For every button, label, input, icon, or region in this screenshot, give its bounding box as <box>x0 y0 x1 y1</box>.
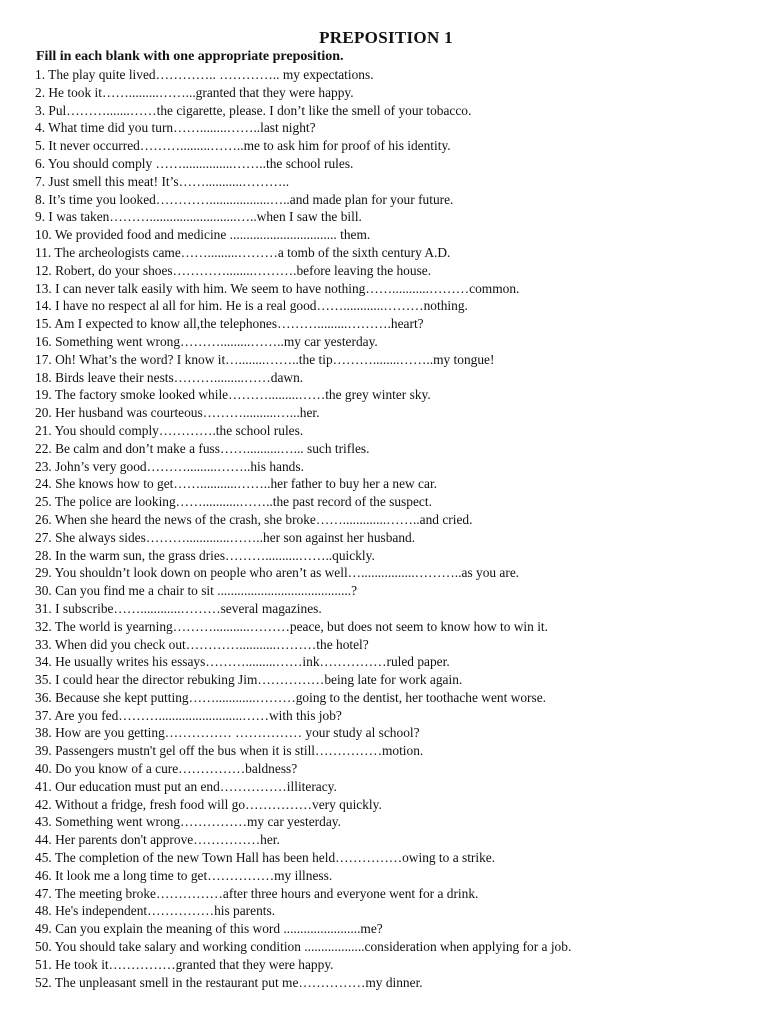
exercise-item: 33. When did you check out…………...........………the hotel? <box>35 636 369 652</box>
instruction-text: Fill in each blank with one appropriate preposition. <box>36 49 344 64</box>
exercise-item: 31. I subscribe……............………several magazines. <box>35 600 322 616</box>
exercise-item: 10. We provided food and medicine ................................ them. <box>35 227 371 243</box>
exercise-item: 35. I could hear the director rebuking Jim……………being late for work again. <box>35 672 463 688</box>
exercise-item: 9. I was taken………..........................…..when I saw the bill. <box>35 209 362 225</box>
exercise-item: 45. The completion of the new Town Hall has been held……………owing to a strike. <box>35 850 496 866</box>
exercise-item: 49. Can you explain the meaning of this word .......................me? <box>35 921 383 937</box>
exercise-item: 52. The unpleasant smell in the restaurant put me……………my dinner. <box>35 974 423 990</box>
exercise-item: 32. The world is yearning………...........………peace, but does not seem to know how to win it. <box>35 618 548 634</box>
exercise-item: 22. Be calm and don’t make a fuss……..........…... such trifles. <box>35 440 370 456</box>
exercise-item: 15. Am I expected to know all,the telephones……….........……….heart? <box>35 316 424 332</box>
exercise-item: 25. The police are looking……...........……..the past record of the suspect. <box>35 494 432 510</box>
exercise-item: 3. Pul……….......……the cigarette, please. I don’t like the smell of your tobacco. <box>35 102 472 118</box>
exercise-item: 40. Do you know of a cure……………baldness? <box>35 761 298 777</box>
exercise-item: 42. Without a fridge, fresh food will go……………very quickly. <box>35 796 382 812</box>
exercise-item: 44. Her parents don't approve……………her. <box>35 832 280 848</box>
exercise-item: 39. Passengers mustn't gel off the bus when it is still……………motion. <box>35 743 424 759</box>
exercise-item: 20. Her husband was courteous………..........…...her. <box>35 405 320 421</box>
exercise-item: 37. Are you fed……….........................……with this job? <box>35 707 342 723</box>
exercise-item: 23. John’s very good……….........……..his hands. <box>35 458 304 474</box>
exercise-item: 5. It never occurred……….........……..me to ask him for proof of his identity. <box>35 138 451 154</box>
exercise-item: 41. Our education must put an end……………illiteracy. <box>35 778 337 794</box>
exercise-item: 18. Birds leave their nests……….........……dawn. <box>35 369 304 385</box>
exercise-item: 19. The factory smoke looked while……….........……the grey winter sky. <box>35 387 431 403</box>
exercise-item: 11. The archeologists came…….........………a tomb of the sixth century A.D. <box>35 244 451 260</box>
exercise-item: 38. How are you getting…………… …………… your study al school? <box>35 725 420 741</box>
exercise-item: 7. Just smell this meat! It’s……...........……….. <box>35 173 290 189</box>
exercise-item: 51. He took it……………granted that they were happy. <box>35 956 334 972</box>
exercise-item: 47. The meeting broke……………after three hours and everyone went for a drink. <box>35 885 479 901</box>
exercise-item: 50. You should take salary and working condition ..................consideration when applying for a job. <box>35 939 572 955</box>
exercise-item: 2. He took it…….........……...granted that they were happy. <box>35 84 354 100</box>
page-title: PREPOSITION 1 <box>319 28 453 47</box>
exercise-item: 8. It’s time you looked…………..................…..and made plan for your future. <box>35 191 454 207</box>
exercise-item: 16. Something went wrong……….........……..my car yesterday. <box>35 333 378 349</box>
exercise-item: 29. You shouldn’t look down on people who aren’t as well…................………..as you are. <box>35 565 520 581</box>
exercise-item: 4. What time did you turn……........……..last night? <box>35 120 316 136</box>
exercise-item: 27. She always sides……….............……..her son against her husband. <box>35 529 416 545</box>
exercise-item: 36. Because she kept putting……............………going to the dentist, her toothache went worse. <box>35 689 546 705</box>
exercise-item: 13. I can never talk easily with him. We seem to have nothing……...........………common. <box>35 280 520 296</box>
exercise-item: 30. Can you find me a chair to sit ........................................? <box>35 583 358 599</box>
exercise-item: 17. Oh! What’s the word? I know it…........……..the tip………........……..my tongue! <box>35 351 495 367</box>
exercise-item: 1. The play quite lived………….. ………….. my expectations. <box>35 67 374 82</box>
exercise-item: 12. Robert, do your shoes…………........……….before leaving the house. <box>35 262 432 278</box>
exercise-item: 34. He usually writes his essays……….........……ink……………ruled paper. <box>35 654 450 670</box>
exercise-item: 46. It look me a long time to get……………my illness. <box>35 867 333 883</box>
exercise-item: 28. In the warm sun, the grass dries………..........……..quickly. <box>35 547 375 563</box>
exercise-item: 24. She knows how to get……...........……..her father to buy her a new car. <box>35 476 438 492</box>
exercise-item: 14. I have no respect al all for him. He is a real good……............………nothing. <box>35 298 468 314</box>
exercise-item: 48. He's independent……………his parents. <box>35 903 276 919</box>
exercise-item: 26. When she heard the news of the crash, she broke…….............……..and cried. <box>35 511 473 527</box>
exercise-item: 6. You should comply ……...............……..the school rules. <box>35 155 354 171</box>
exercise-list <box>35 66 768 991</box>
exercise-item: 43. Something went wrong……………my car yesterday. <box>35 814 341 830</box>
exercise-item: 21. You should comply………….the school rules. <box>35 422 304 438</box>
